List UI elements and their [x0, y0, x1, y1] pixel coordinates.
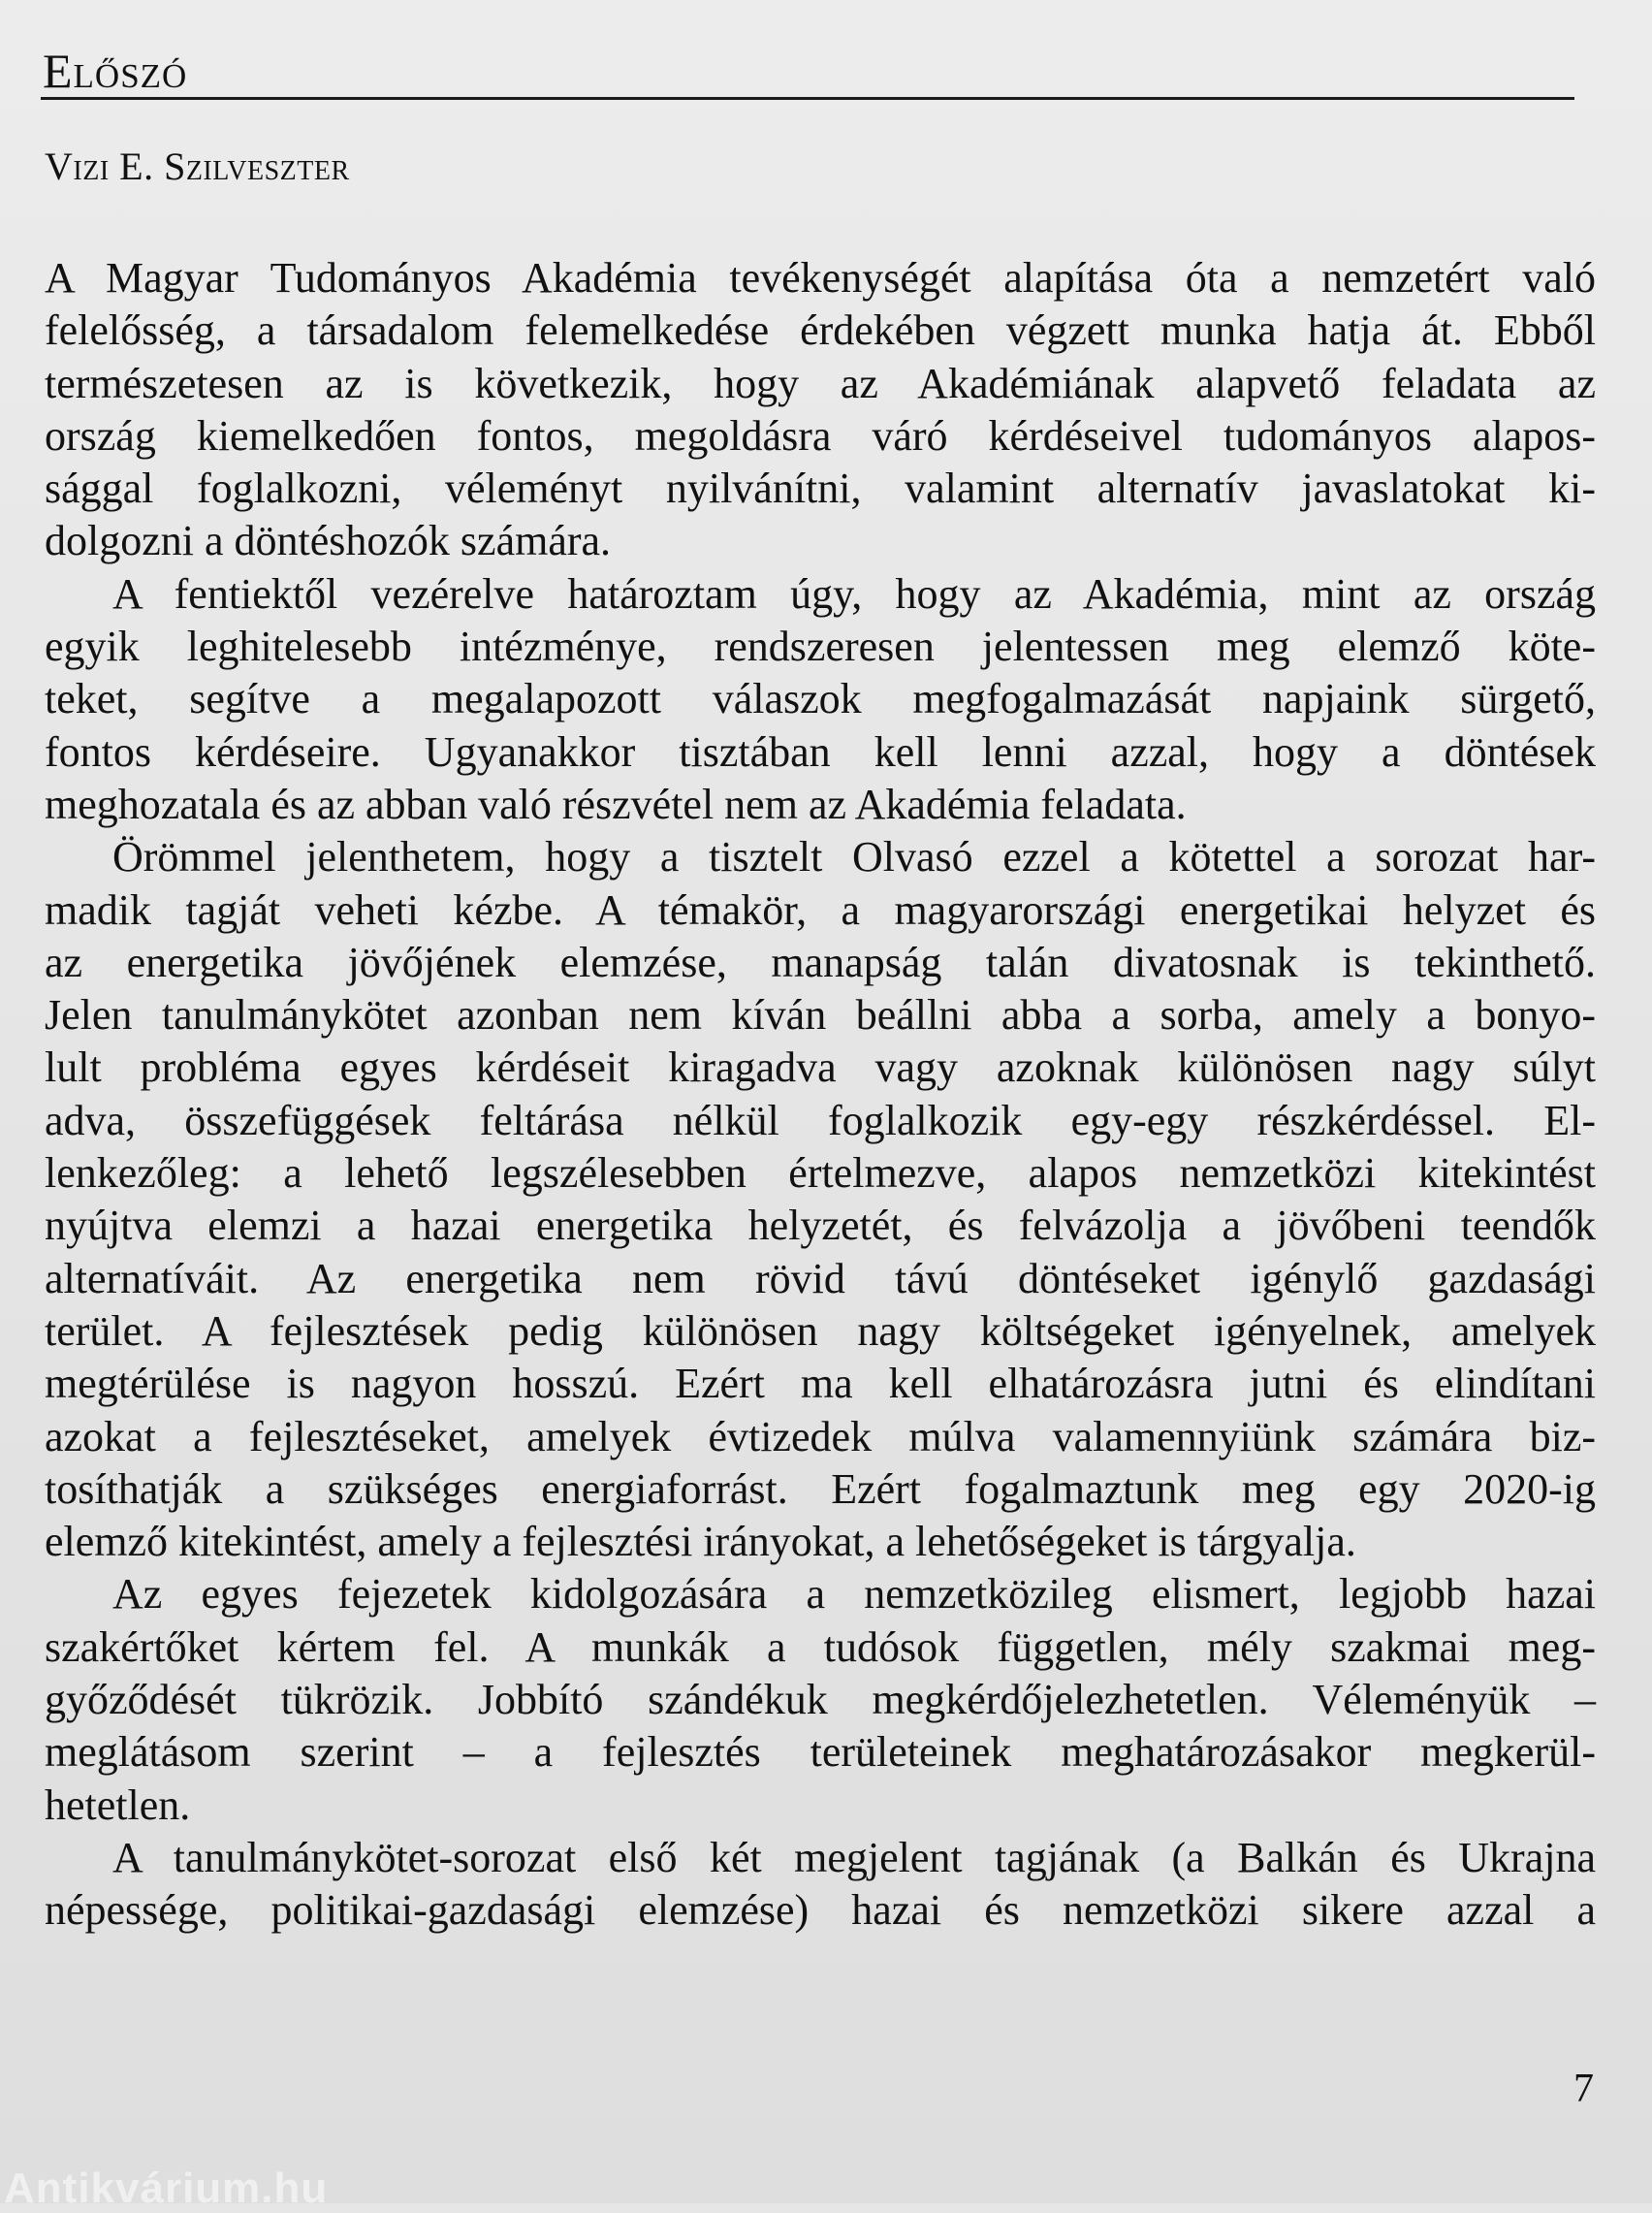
- body-text: [45, 252, 1596, 1938]
- text-line: terület. A fejlesztések pedig különösen nagy költségeket igényelnek, amelyek: [45, 1306, 1596, 1355]
- text-line: teket, segítve a megalapozott válaszok megfogalmazását napjaink sürgető,: [45, 675, 1596, 723]
- text-line: megtérülése is nagyon hosszú. Ezért ma kell elhatározásra jutni és elindítani: [45, 1360, 1596, 1408]
- text-line: fontos kérdéseire. Ugyanakkor tisztában kell lenni azzal, hogy a döntések: [45, 727, 1596, 776]
- text-line: Jelen tanulmánykötet azonban nem kíván beállni abba a sorba, amely a bonyo-: [45, 991, 1596, 1040]
- page-number: 7: [1573, 2067, 1594, 2111]
- text-line: adva, összefüggések feltárása nélkül foglalkozik egy-egy részkérdéssel. El-: [45, 1096, 1596, 1144]
- text-line: meghozatala és az abban való részvétel nem az Akadémia feladata.: [45, 780, 1187, 828]
- text-line: egyik leghitelesebb intézménye, rendszeresen jelentessen meg elemző köte-: [45, 623, 1596, 671]
- text-line: Az egyes fejezetek kidolgozására a nemzetközileg elismert, legjobb hazai: [112, 1570, 1596, 1619]
- text-line: A fentiektől vezérelve határoztam úgy, hogy az Akadémia, mint az ország: [112, 569, 1596, 618]
- watermark: Antikvárium.hu: [4, 2165, 329, 2212]
- text-line: szakértőket kértem fel. A munkák a tudósok független, mély szakmai meg-: [45, 1622, 1596, 1671]
- text-line: Örömmel jelenthetem, hogy a tisztelt Olvasó ezzel a kötettel a sorozat har-: [112, 833, 1596, 882]
- text-line: az energetika jövőjének elemzése, manapság talán divatosnak is tekinthető.: [45, 938, 1596, 986]
- text-line: népessége, politikai-gazdasági elemzése) hazai és nemzetközi sikere azzal a: [45, 1886, 1596, 1935]
- text-line: lult probléma egyes kérdéseit kiragadva vagy azoknak különösen nagy súlyt: [45, 1043, 1596, 1092]
- chapter-header: [41, 37, 1574, 100]
- text-line: dolgozni a döntéshozók számára.: [45, 517, 612, 565]
- text-line: A Magyar Tudományos Akadémia tevékenységét alapítása óta a nemzetért való: [45, 254, 1596, 302]
- chapter-title: Előszó: [43, 44, 188, 98]
- text-line: azokat a fejlesztéseket, amelyek évtizedek múlva valamennyiünk számára biz-: [45, 1412, 1596, 1460]
- text-line: győződését tükrözik. Jobbító szándékuk megkérdőjelezhetetlen. Véleményük –: [45, 1676, 1596, 1724]
- text-line: madik tagját veheti kézbe. A témakör, a magyarországi energetikai helyzet és: [45, 885, 1596, 934]
- text-line: felelősség, a társadalom felemelkedése érdekében végzett munka hatja át. Ebből: [45, 306, 1596, 355]
- text-line: sággal foglalkozni, véleményt nyilvánítni, valamint alternatív javaslatokat ki-: [45, 465, 1596, 513]
- text-line: ország kiemelkedően fontos, megoldásra váró kérdéseivel tudományos alapos-: [45, 411, 1596, 460]
- text-line: lenkezőleg: a lehető legszélesebben értelmezve, alapos nemzetközi kitekintést: [45, 1149, 1596, 1198]
- text-line: hetetlen.: [45, 1780, 191, 1829]
- text-line: alternatíváit. Az energetika nem rövid távú döntéseket igénylő gazdasági: [45, 1254, 1596, 1302]
- text-line: meglátásom szerint – a fejlesztés területeinek meghatározásakor megkerül-: [45, 1728, 1596, 1777]
- text-line: A tanulmánykötet-sorozat első két megjelent tagjának (a Balkán és Ukrajna: [112, 1833, 1596, 1881]
- text-line: nyújtva elemzi a hazai energetika helyzetét, és felvázolja a jövőbeni teendők: [45, 1202, 1596, 1250]
- text-line: elemző kitekintést, amely a fejlesztési irányokat, a lehetőségeket is tárgyalja.: [45, 1518, 1356, 1566]
- text-line: tosíthatják a szükséges energiaforrást. Ezért fogalmaztunk meg egy 2020-ig: [45, 1464, 1596, 1513]
- author-name: Vizi E. Szilveszter: [45, 144, 350, 188]
- text-line: természetesen az is következik, hogy az Akadémiának alapvető feladata az: [45, 359, 1596, 407]
